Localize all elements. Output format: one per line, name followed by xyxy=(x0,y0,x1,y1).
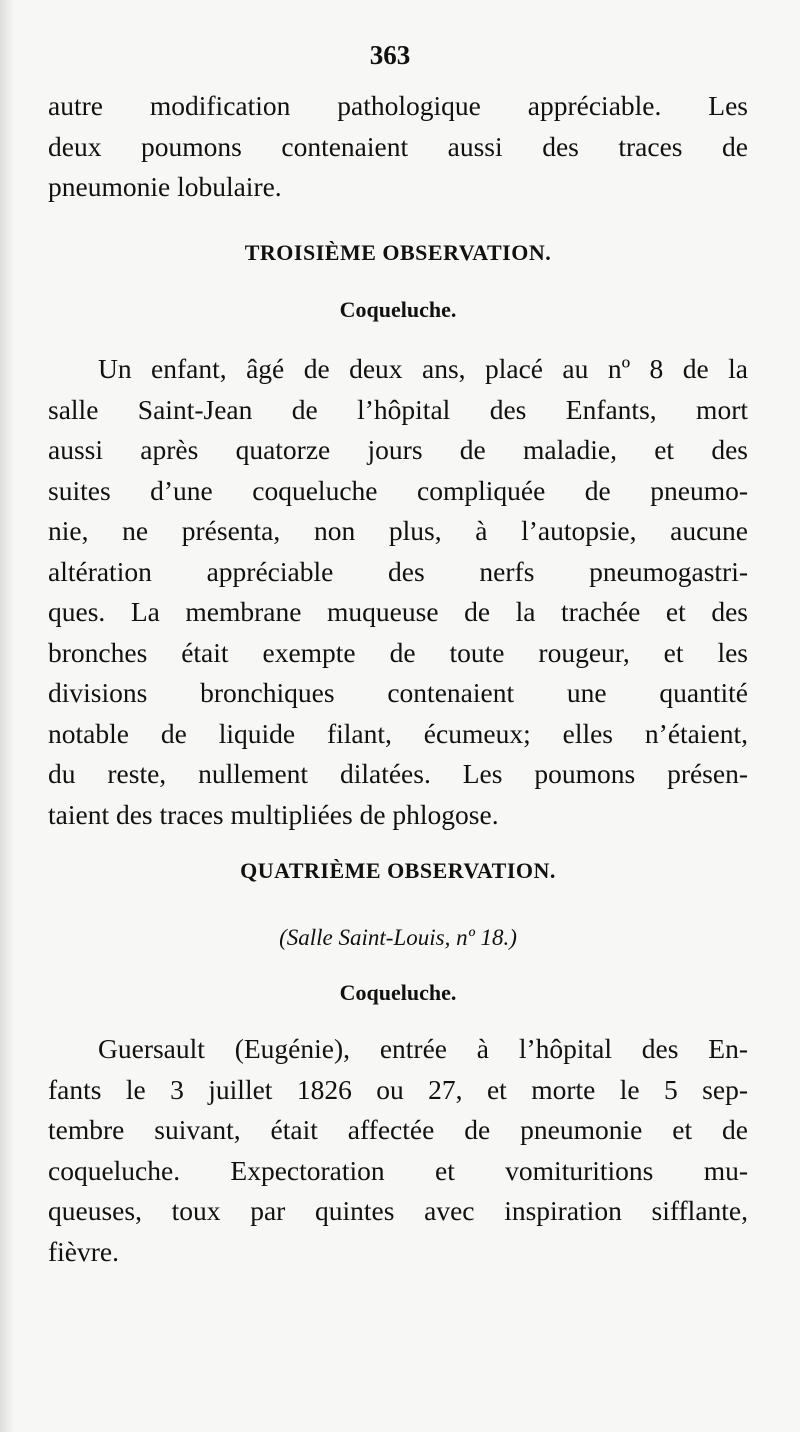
text-line: aussi après quatorze jours de maladie, et des xyxy=(48,434,748,465)
text-line: autre modification pathologique appréciable. Les xyxy=(48,90,748,121)
text-line: Un enfant, âgé de deux ans, placé au nº 8 de la xyxy=(98,353,748,384)
ward-reference: (Salle Saint-Louis, nº 18.) xyxy=(279,925,517,950)
text-line: bronches était exempte de toute rougeur, et les xyxy=(48,636,748,668)
text-line: fants le 3 juillet 1826 ou 27, et morte le 5 sep- xyxy=(48,1073,748,1105)
text-line: ques. La membrane muqueuse de la trachée et des xyxy=(48,596,748,627)
text-line: notable de liquide filant, écumeux; elles n’étaient, xyxy=(48,717,748,749)
third-observation-paragraph xyxy=(48,349,748,835)
continuation-paragraph xyxy=(48,86,748,208)
text-line: suites d’une coqueluche compliquée de pneumo- xyxy=(48,474,748,506)
text-line: Guersault (Eugénie), entrée à l’hôpital des En- xyxy=(98,1033,748,1064)
text-line: fièvre. xyxy=(48,1235,119,1267)
page-number: 363 xyxy=(369,40,411,70)
section-subheading-coqueluche: Coqueluche. xyxy=(339,980,457,1005)
section-subheading-coqueluche: Coqueluche. xyxy=(339,297,457,322)
text-line: salle Saint-Jean de l’hôpital des Enfants, mort xyxy=(48,393,748,425)
section-heading-third-observation: TROISIÈME OBSERVATION. xyxy=(244,240,552,265)
text-line: nie, ne présenta, non plus, à l’autopsie, aucune xyxy=(48,515,748,546)
text-line: divisions bronchiques contenaient une quantité xyxy=(48,677,748,708)
page-edge-shadow xyxy=(0,0,14,1432)
text-line: taient des traces multipliées de phlogose. xyxy=(48,798,499,830)
section-heading-fourth-observation: QUATRIÈME OBSERVATION. xyxy=(240,858,556,883)
text-line: queuses, toux par quintes avec inspiration sifflante, xyxy=(48,1195,748,1226)
text-line: du reste, nullement dilatées. Les poumons présen- xyxy=(48,758,748,789)
text-line: pneumonie lobulaire. xyxy=(48,171,282,202)
fourth-observation-paragraph xyxy=(48,1029,748,1272)
text-line: altération appréciable des nerfs pneumogastri- xyxy=(48,555,748,587)
text-line: tembre suivant, était affectée de pneumonie et de xyxy=(48,1114,748,1145)
text-line: deux poumons contenaient aussi des traces de xyxy=(48,130,748,162)
text-line: coqueluche. Expectoration et vomituritions mu- xyxy=(48,1154,748,1186)
